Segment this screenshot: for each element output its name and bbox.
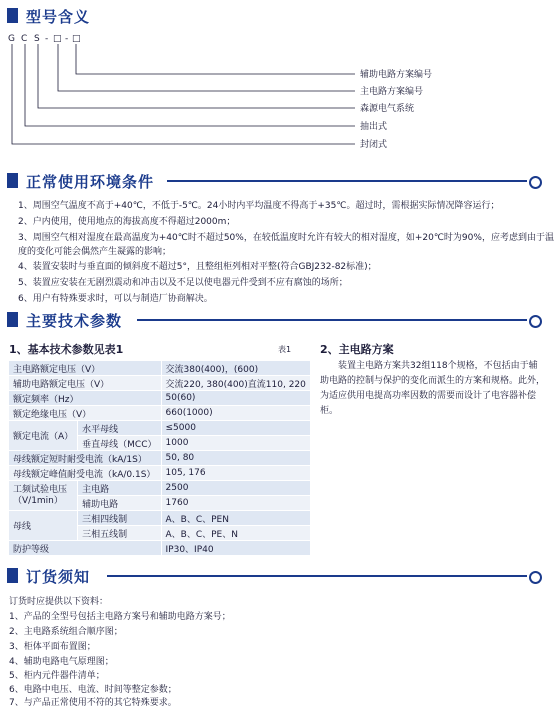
section-rule <box>137 319 527 321</box>
table-row <box>9 481 310 496</box>
section-title: 主要技术参数 <box>26 312 123 330</box>
section-rule-dot <box>529 315 542 328</box>
table-row <box>9 466 310 481</box>
section-title: 型号含义 <box>26 8 91 26</box>
table-cell-label: 垂直母线（MCC） <box>78 436 161 451</box>
section-header-params <box>7 311 547 329</box>
code-dash-2: - <box>65 34 69 44</box>
condition-item: 3、周围空气相对湿度在最高温度为+40℃时不超过50%，在较低温度时允许有较大的相对湿度，如+20℃时为90%，应考虑到由于温 <box>18 233 554 243</box>
table-cell-label: 额定绝缘电压（V） <box>9 406 161 421</box>
table-cell-value: A、B、C、PE、N <box>161 526 310 541</box>
condition-item: 4、装置安装时与垂直面的倾斜度不超过5°，且整组柜列相对平整(符合GBJ232-82标准)； <box>18 262 377 272</box>
condition-item: 5、装置应安装在无剧烈震动和冲击以及不足以使电器元件受到不应有腐蚀的场所； <box>18 278 348 288</box>
code-dash-1: - <box>45 34 49 44</box>
table-cell-value: 50, 80 <box>161 451 310 466</box>
table-cell-label: 主电路 <box>78 481 161 496</box>
section-header-conditions <box>7 172 547 190</box>
section-rule-dot <box>529 571 542 584</box>
label-aux-circuit: 辅助电路方案编号 <box>360 70 433 80</box>
label-system: 森源电气系统 <box>360 104 415 114</box>
model-code-diagram <box>0 30 554 155</box>
section-marker <box>7 312 18 327</box>
code-box-2: □ <box>72 34 81 44</box>
table-cell-label: 辅助电路额定电压（V） <box>9 376 161 391</box>
table-cell-value: ≤5000 <box>161 421 310 436</box>
table-number: 表1 <box>278 345 292 354</box>
order-item: 4、辅助电路电气原理图； <box>9 657 114 667</box>
table-cell-label: 三相四线制 <box>78 511 161 526</box>
table-cell-label: 主电路额定电压（V） <box>9 361 161 376</box>
table-row <box>9 391 310 406</box>
code-letter-s: S <box>34 34 40 44</box>
table-row <box>9 511 310 526</box>
section-header-order <box>7 567 547 585</box>
main-circuit-title: 2、主电路方案 <box>320 343 394 356</box>
condition-item: 2、户内使用，使用地点的海拔高度不得超过2000m； <box>18 217 236 227</box>
table-cell-label: 辅助电路 <box>78 496 161 511</box>
order-item: 5、柜内元件器件清单； <box>9 671 105 681</box>
order-item: 2、主电路系统组合顺序图； <box>9 627 123 637</box>
table-cell-value: 50(60) <box>161 391 310 406</box>
table-cell-label: 防护等级 <box>9 541 161 556</box>
label-drawout: 抽出式 <box>360 122 388 132</box>
table-cell-value: IP30、IP40 <box>161 541 310 556</box>
table-row <box>9 541 310 556</box>
table-cell-value: 105, 176 <box>161 466 310 481</box>
section-rule <box>167 180 527 182</box>
table-cell-group: 母线 <box>9 511 78 541</box>
section-header-model <box>7 7 547 25</box>
section-marker <box>7 8 18 23</box>
table-cell-value: 交流220, 380(400)直流110, 220 <box>161 376 310 391</box>
table-cell-label: 水平母线 <box>78 421 161 436</box>
label-main-circuit: 主电路方案编号 <box>360 87 424 97</box>
condition-item: 6、用户有特殊要求时，可以与制造厂协商解决。 <box>18 294 213 304</box>
order-item: 7、与产品正常使用不符的其它特殊要求。 <box>9 698 177 708</box>
table-row <box>9 376 310 391</box>
section-rule <box>107 575 527 577</box>
table-cell-value: 交流380(400)，(600) <box>161 361 310 376</box>
table-cell-value: A、B、C、PEN <box>161 511 310 526</box>
order-item: 3、柜体平面布置图； <box>9 642 96 652</box>
label-enclosed: 封闭式 <box>360 140 388 150</box>
table-cell-group: 额定电流（A） <box>9 421 78 451</box>
table-cell-label: 三相五线制 <box>78 526 161 541</box>
table-cell-value: 1000 <box>161 436 310 451</box>
section-rule-dot <box>529 176 542 189</box>
order-item: 1、产品的全型号包括主电路方案号和辅助电路方案号； <box>9 612 231 622</box>
table-cell-value: 660(1000) <box>161 406 310 421</box>
order-intro: 订货时应提供以下资料： <box>9 597 109 607</box>
table-cell-label: 额定频率（Hz） <box>9 391 161 406</box>
params-subtitle: 1、基本技术参数见表1 <box>9 343 124 356</box>
table-cell-value: 1760 <box>161 496 310 511</box>
spec-table <box>9 361 311 556</box>
table-cell-label: 母线额定短时耐受电流（kA/1S） <box>9 451 161 466</box>
table-cell-group: 工频试验电压（V/1min） <box>9 481 78 511</box>
section-title: 正常使用环境条件 <box>26 173 155 191</box>
order-item: 6、电路中电压、电流、时间等整定参数； <box>9 685 177 695</box>
section-marker <box>7 173 18 188</box>
table-cell-value: 2500 <box>161 481 310 496</box>
main-circuit-text: 装置主电路方案共32组118个规格，不包括由于辅助电路的控制与保护的变化而派生的方案和规格。此外，为适应供用电提高功率因数的需要而设计了电容器补偿柜。 <box>320 361 546 416</box>
code-box-1: □ <box>53 34 62 44</box>
condition-item: 度的变化可能会偶然产生凝露的影响； <box>18 247 172 257</box>
table-cell-label: 母线额定峰值耐受电流（kA/0.1S） <box>9 466 161 481</box>
section-title: 订货须知 <box>26 568 91 586</box>
section-marker <box>7 568 18 583</box>
table-row <box>9 421 310 436</box>
table-row <box>9 406 310 421</box>
condition-item: 1、周围空气温度不高于+40℃，不低于-5℃。24小时内平均温度不得高于+35℃。超过时，需根据实际情况降容运行； <box>18 201 500 211</box>
code-letter-c: C <box>21 34 28 44</box>
table-row <box>9 361 310 376</box>
table-row <box>9 451 310 466</box>
code-letter-g: G <box>8 34 15 44</box>
